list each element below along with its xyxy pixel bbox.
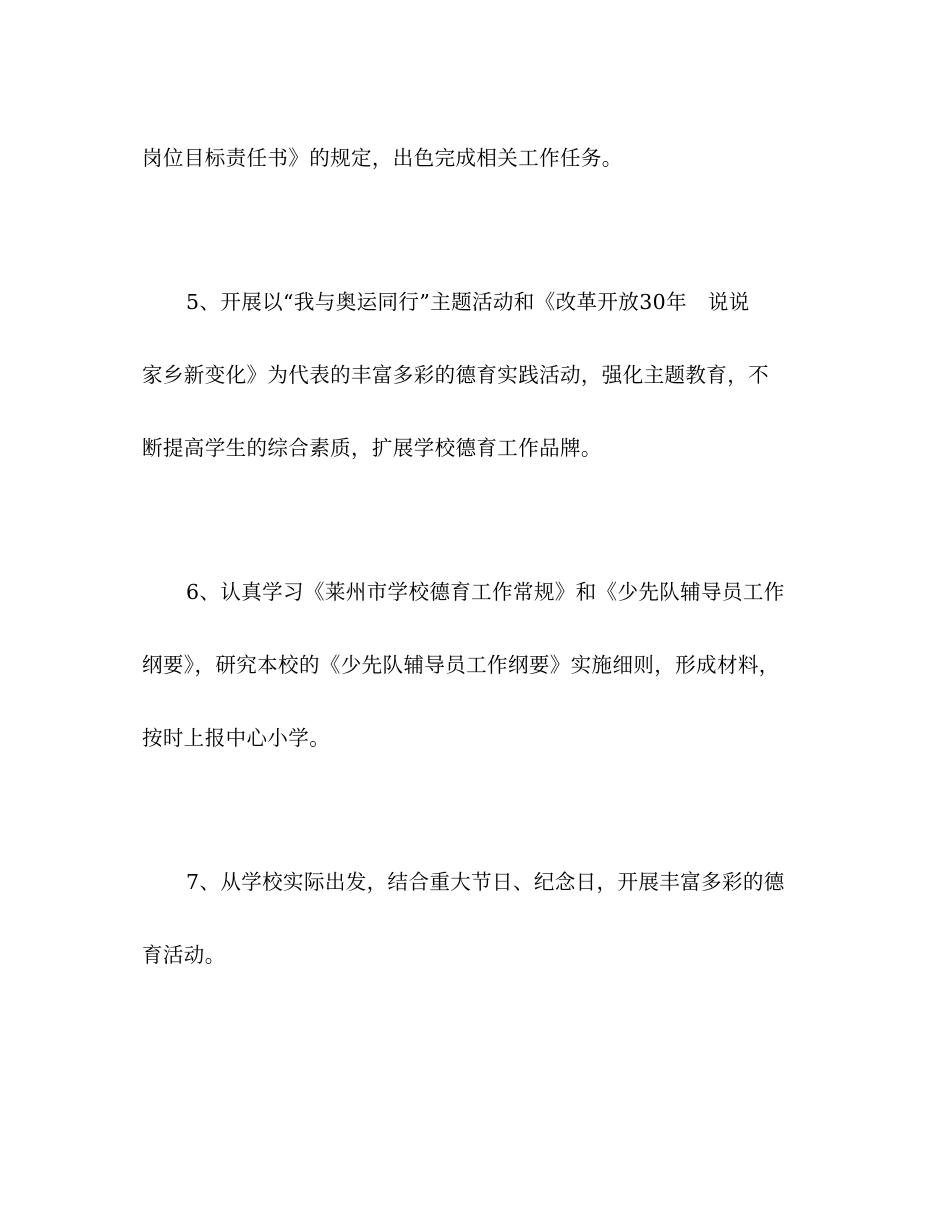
item-5-line-3: 断提高学生的综合素质，扩展学校德育工作品牌。 [142, 436, 602, 460]
item-5-line-1: 5、开展以“我与奥运同行”主题活动和《改革开放30年 说说 [186, 290, 750, 314]
item-7-line-2: 育活动。 [142, 943, 226, 967]
paragraph-continuation-line: 岗位目标责任书》的规定，出色完成相关工作任务。 [142, 146, 623, 170]
item-6-line-3: 按时上报中心小学。 [142, 726, 331, 750]
item-6-line-1: 6、认真学习《莱州市学校德育工作常规》和《少先队辅导员工作 [186, 580, 785, 604]
item-7-line-1: 7、从学校实际出发，结合重大节日、纪念日，开展丰富多彩的德 [186, 870, 785, 894]
item-6-line-2: 纲要》，研究本校的《少先队辅导员工作纲要》实施细则，形成材料， [142, 653, 780, 677]
item-5-line-2: 家乡新变化》为代表的丰富多彩的德育实践活动，强化主题教育，不 [142, 363, 769, 387]
